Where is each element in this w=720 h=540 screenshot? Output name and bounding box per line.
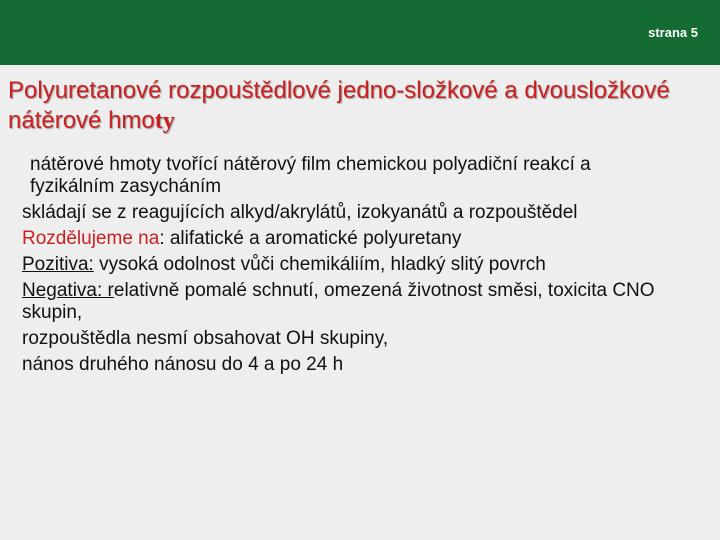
- slide-title-tail: ty: [154, 108, 175, 134]
- slide-body: [22, 154, 662, 380]
- negatives-label: Negativa: r: [22, 280, 114, 301]
- paragraph-application: nános druhého nánosu do 4 a po 24 h: [22, 354, 344, 375]
- classification-label: Rozdělujeme na: [22, 228, 160, 249]
- slide-title-main: Polyuretanové rozpouštědlové jedno-složkové a dvousložkové nátěrové hmo: [8, 77, 670, 134]
- paragraph-classification: [22, 228, 662, 250]
- paragraph-definition: nátěrové hmoty tvořící nátěrový film chemickou polyadiční reakcí a fyzikálním zasycháním: [30, 154, 591, 197]
- page-number: strana 5: [648, 25, 698, 40]
- paragraph-positives: [22, 254, 662, 276]
- negatives-text: elativně pomalé schnutí, omezená životnost směsi, toxicita CNO skupin,: [22, 280, 655, 323]
- paragraph-composition: skládají se z reagujících alkyd/akrylátů, izokyanátů a rozpouštědel: [22, 202, 578, 223]
- positives-text: vysoká odolnost vůči chemikáliím, hladký slitý povrch: [93, 254, 546, 275]
- header-bar: [0, 0, 720, 65]
- classification-text: : alifatické a aromatické polyuretany: [159, 228, 462, 249]
- paragraph-solvents: rozpouštědla nesmí obsahovat OH skupiny,: [22, 328, 389, 349]
- positives-label: Pozitiva:: [22, 254, 94, 275]
- paragraph-negatives: [22, 280, 662, 324]
- slide-title: [8, 76, 708, 136]
